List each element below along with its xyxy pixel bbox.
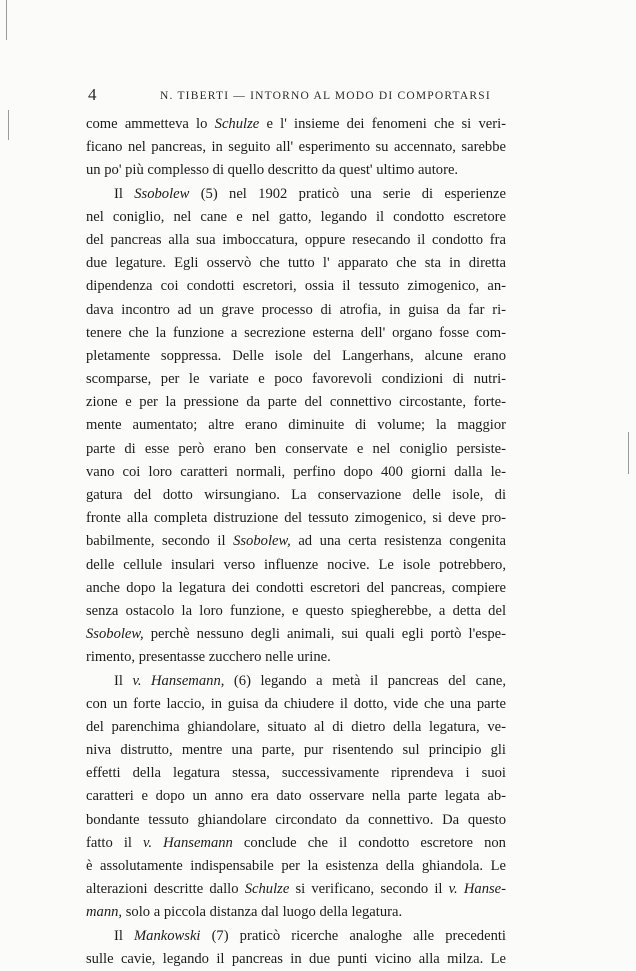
- italic-name: Ssobolew,: [233, 533, 291, 550]
- page-number: 4: [88, 85, 97, 104]
- italic-name: v. Hansemann: [143, 834, 233, 851]
- italic-name: Mankowski: [134, 927, 201, 944]
- italic-name: Schulze: [214, 116, 260, 132]
- text-line: sulle cavie, legando il pancreas in due punti vicino alla milza. Le: [86, 950, 506, 967]
- body-text: [86, 113, 506, 971]
- text-line: del parenchima ghiandolare, situato al di dietro della legatura, ve-: [86, 718, 506, 735]
- text-line: pletamente soppressa. Delle isole del Langerhans, alcune erano: [86, 347, 506, 364]
- italic-name: Schulze: [244, 881, 290, 898]
- text-line: come ammetteva lo Schulze e l' insieme dei fenomeni che si veri-: [86, 116, 506, 132]
- text-line: del pancreas alla sua imboccatura, oppure resecando il condotto fra: [86, 231, 506, 248]
- text-line: scomparse, per le variate e poco favorevoli condizioni di nutri-: [86, 371, 506, 388]
- text-line: delle cellule insulari verso influenze nocive. Le isole potrebbero,: [86, 556, 506, 573]
- text-line: mente aumentato; altre erano diminuite di volume; la maggior: [86, 417, 506, 434]
- text-line: Il Ssobolew (5) nel 1902 praticò una serie di esperienze: [114, 185, 506, 202]
- text-line: parte di esse però erano ben conservate e nel coniglio persiste-: [86, 440, 506, 457]
- header-title: N. TIBERTI — INTORNO AL MODO DI COMPORTARSI: [160, 90, 491, 102]
- text-line: gatura del dotto wirsungiano. La conservazione delle isole, di: [86, 487, 506, 503]
- left-edge-mark: [6, 0, 7, 40]
- italic-name: v. Hansemann,: [132, 672, 225, 689]
- text-line: fatto il v. Hansemann conclude che il condotto escretore non: [86, 834, 506, 851]
- text-line: senza ostacolo la loro funzione, e questo spiegherebbe, a detta del: [86, 602, 506, 619]
- text-line: anche dopo la legatura dei condotti escretori del pancreas, compiere: [86, 579, 506, 596]
- text-line: vano coi loro caratteri normali, perfino dopo 400 giorni dalla le-: [86, 463, 506, 480]
- right-edge-mark: [628, 432, 629, 474]
- text-line: due legature. Egli osservò che tutto l' apparato che sta in diretta: [86, 255, 506, 272]
- text-line: effetti della legatura stessa, successivamente riprendeva i suoi: [86, 765, 506, 782]
- text-line: ficano nel pancreas, in seguito all' esperimento su accennato, sarebbe: [86, 139, 506, 156]
- text-line: è assolutamente indispensabile per la esistenza della ghiandola. Le: [86, 858, 506, 874]
- text-line: fronte alla completa distruzione del tessuto zimogenico, si deve pro-: [86, 510, 506, 527]
- running-header: [88, 85, 508, 108]
- italic-name: Ssobolew: [134, 185, 190, 202]
- italic-name: mann,: [86, 904, 123, 921]
- text-line: caratteri e dopo un anno era dato osservare nella parte legata ab-: [86, 788, 506, 805]
- text-line: Ssobolew, perchè nessuno degli animali, sui quali egli portò l'espe-: [86, 626, 506, 643]
- text-line: zione e per la pressione da parte del connettivo circostante, forte-: [86, 394, 506, 411]
- text-line: niva distrutto, mentre una parte, pur risentendo sul principio gli: [86, 742, 506, 759]
- text-line: dipendenza coi condotti escretori, ossia il tessuto zimogenico, an-: [86, 278, 506, 295]
- text-line: un po' più complesso di quello descritto da quest' ultimo autore.: [86, 162, 459, 179]
- text-line: mann, solo a piccola distanza dal luogo della legatura.: [86, 904, 403, 921]
- text-line: con un forte laccio, in guisa da chiudere il dotto, vide che una parte: [86, 695, 506, 712]
- text-line: tenere che la funzione a secrezione esterna dell' organo fosse com-: [86, 324, 506, 341]
- text-line: Il v. Hansemann, (6) legando a metà il pancreas del cane,: [114, 672, 506, 689]
- text-line: babilmente, secondo il Ssobolew, ad una certa resistenza congenita: [86, 533, 506, 550]
- text-line: bondante tessuto ghiandolare circondato da connettivo. Da questo: [86, 811, 506, 828]
- text-line: rimento, presentasse zucchero nelle urine.: [86, 649, 331, 666]
- italic-name: v. Hanse-: [448, 881, 506, 898]
- text-line: nel coniglio, nel cane e nel gatto, legando il condotto escretore: [86, 208, 506, 225]
- text-line: alterazioni descritte dallo Schulze si verificano, secondo il v. Hanse-: [86, 881, 506, 898]
- text-line: dava incontro ad un grave processo di atrofia, in guisa da far ri-: [86, 301, 506, 318]
- text-line: Il Mankowski (7) praticò ricerche analoghe alle precedenti: [114, 927, 506, 944]
- left-edge-mark-lower: [8, 110, 9, 140]
- italic-name: Ssobolew,: [86, 626, 144, 643]
